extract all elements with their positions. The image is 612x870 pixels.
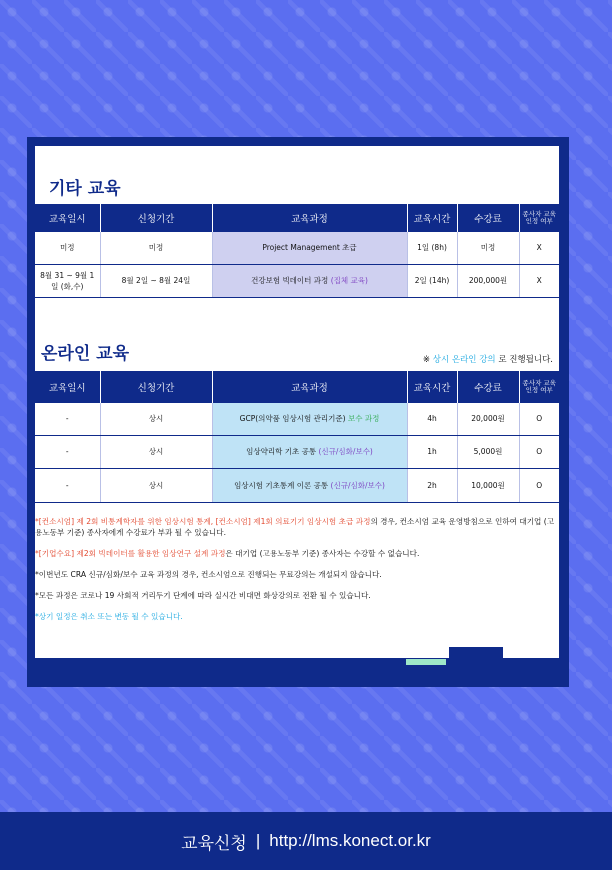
header-fee: 수강료 bbox=[457, 371, 519, 403]
table-row bbox=[35, 403, 559, 435]
footer-label: 교육신청 bbox=[181, 833, 247, 853]
header-hours: 교육시간 bbox=[407, 371, 457, 403]
header-date: 교육일시 bbox=[35, 371, 100, 403]
table-row bbox=[35, 468, 559, 502]
course-name: Project Management 초급 bbox=[262, 243, 357, 253]
course-extra: (집체 교육) bbox=[330, 276, 368, 285]
cell-course bbox=[212, 403, 407, 435]
cell-date: - bbox=[35, 468, 100, 502]
table-row bbox=[35, 264, 559, 297]
cell-hours: 1h bbox=[407, 435, 457, 468]
cell-course bbox=[212, 468, 407, 502]
header-fee: 수강료 bbox=[457, 204, 519, 232]
course-extra: (신규/심화/보수) bbox=[330, 480, 385, 490]
cell-apply: 8월 2일 ~ 8월 24일 bbox=[100, 264, 212, 297]
cell-date: - bbox=[35, 435, 100, 468]
online-education-table bbox=[35, 371, 559, 503]
note-1 bbox=[35, 516, 559, 538]
cell-recognition: X bbox=[519, 232, 559, 264]
footer-banner bbox=[0, 812, 612, 870]
cell-hours: 1일 (8h) bbox=[407, 232, 457, 264]
other-education-title: 기타 교육 bbox=[49, 179, 121, 199]
course-name: 임상약리학 기초 공통 bbox=[246, 447, 317, 456]
note-2 bbox=[35, 548, 559, 559]
header-hours: 교육시간 bbox=[407, 204, 457, 232]
cell-apply: 미정 bbox=[100, 232, 212, 264]
note-2-text: 은 대기업 (고용노동부 기준) 종사자는 수강할 수 없습니다. bbox=[225, 549, 420, 558]
header-apply: 신청기간 bbox=[100, 204, 212, 232]
cell-date: 미정 bbox=[35, 232, 100, 264]
header-recognition: 종사자 교육 인정 여부 bbox=[519, 204, 559, 232]
notes-section bbox=[35, 516, 559, 632]
other-education-table bbox=[35, 204, 559, 298]
course-extra: (신규/심화/보수) bbox=[318, 447, 373, 456]
cell-recognition: O bbox=[519, 435, 559, 468]
cell-course bbox=[212, 264, 407, 297]
cell-course bbox=[212, 435, 407, 468]
cell-fee: 미정 bbox=[457, 232, 519, 264]
cell-fee: 20,000원 bbox=[457, 403, 519, 435]
decorative-bar-navy bbox=[449, 647, 503, 659]
footer-separator: | bbox=[255, 831, 261, 850]
decorative-bar-green bbox=[406, 659, 446, 665]
cell-hours: 2h bbox=[407, 468, 457, 502]
note-4: *모든 과정은 코로나 19 사회적 거리두기 단계에 따라 실시간 비대면 화상강의로 전환 될 수 있습니다. bbox=[35, 591, 371, 600]
cell-apply: 상시 bbox=[100, 435, 212, 468]
online-education-title: 온라인 교육 bbox=[41, 344, 130, 364]
cell-hours: 4h bbox=[407, 403, 457, 435]
cell-fee: 5,000원 bbox=[457, 435, 519, 468]
table-row bbox=[35, 232, 559, 264]
cell-fee: 200,000원 bbox=[457, 264, 519, 297]
course-name: 임상시험 기초통계 이론 공통 bbox=[234, 480, 329, 490]
cell-date: - bbox=[35, 403, 100, 435]
notice-prefix: ※ bbox=[422, 355, 433, 365]
table-header-row bbox=[35, 371, 559, 403]
online-notice bbox=[423, 353, 553, 365]
header-apply: 신청기간 bbox=[100, 371, 212, 403]
note-2-highlight: *[기업수요] 제2회 빅데이터를 활용한 임상연구 설계 과정 bbox=[35, 549, 226, 558]
header-date: 교육일시 bbox=[35, 204, 100, 232]
table-header-row bbox=[35, 204, 559, 232]
note-3: *이번년도 CRA 신규/심화/보수 교육 과정의 경우, 컨소시엄으로 진행되는 무료강의는 개설되지 않습니다. bbox=[35, 570, 382, 579]
course-name: 건강보험 빅데이터 과정 bbox=[251, 276, 329, 285]
cell-apply: 상시 bbox=[100, 403, 212, 435]
cell-hours: 2일 (14h) bbox=[407, 264, 457, 297]
cell-recognition: X bbox=[519, 264, 559, 297]
note-1-text: 의 경우, 컨소시엄 교육 운영방침으로 인하여 대기업 (고용노동부 기준) 종사자에게 수강료가 부과 될 수 있습니다. bbox=[35, 517, 555, 537]
cell-date: 8월 31 ~ 9월 1일 (화,수) bbox=[35, 264, 100, 297]
header-course: 교육과정 bbox=[212, 371, 407, 403]
table-row bbox=[35, 435, 559, 468]
cell-recognition: O bbox=[519, 403, 559, 435]
notice-highlight: 상시 온라인 강의 bbox=[432, 355, 496, 365]
course-extra: 보수 과정 bbox=[347, 414, 380, 424]
course-name: GCP(의약품 임상시험 관리기준) bbox=[239, 414, 346, 424]
note-5: *상기 일정은 취소 또는 변동 될 수 있습니다. bbox=[35, 612, 183, 621]
header-course: 교육과정 bbox=[212, 204, 407, 232]
footer-url-link[interactable]: http://lms.konect.or.kr bbox=[269, 831, 431, 850]
notice-suffix: 로 진행됩니다. bbox=[498, 355, 553, 365]
cell-apply: 상시 bbox=[100, 468, 212, 502]
cell-recognition: O bbox=[519, 468, 559, 502]
note-1-highlight: *[컨소시엄] 제 2회 비통계학자를 위한 임상시험 통계, [컨소시엄] 제1회 의료기기 임상시험 초급 과정 bbox=[35, 517, 371, 526]
cell-fee: 10,000원 bbox=[457, 468, 519, 502]
header-recognition: 종사자 교육 인정 여부 bbox=[519, 371, 559, 403]
cell-course bbox=[212, 232, 407, 264]
